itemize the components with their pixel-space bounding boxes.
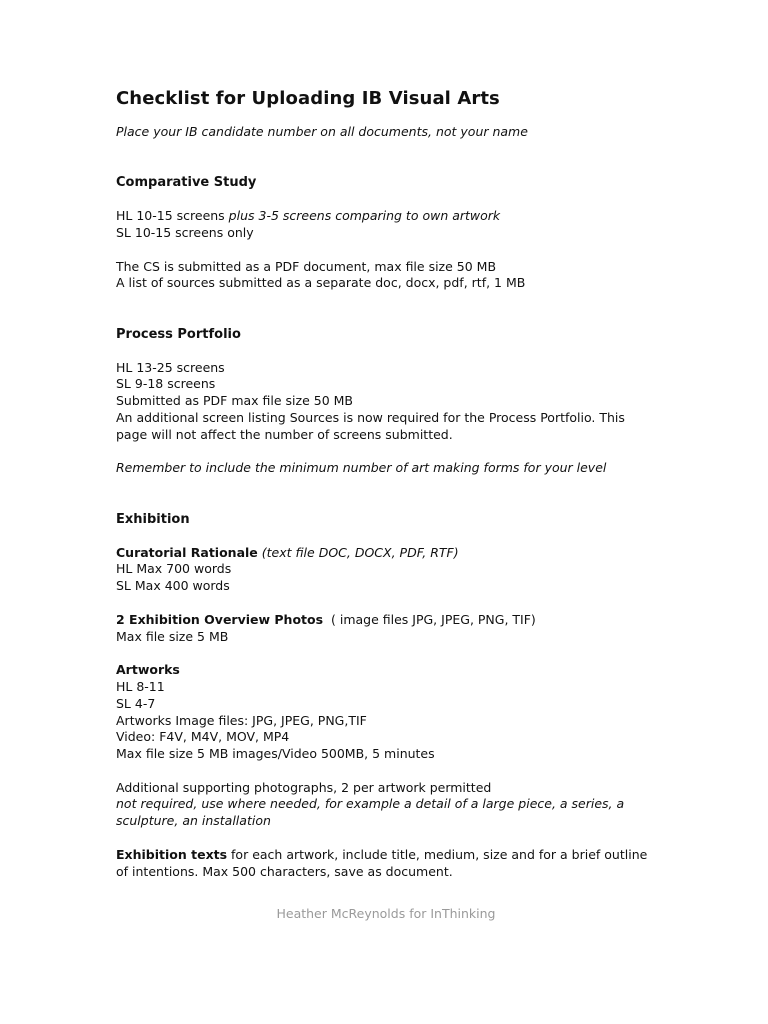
pp-additional-paragraph: An additional screen listing Sources is now required for the Process Portfolio. This page will not affect the number of screens submitted. — [116, 409, 625, 442]
rationale-note: (text file DOC, DOCX, PDF, RTF) — [257, 544, 459, 560]
supporting-line: Additional supporting photographs, 2 per artwork permitted — [116, 779, 492, 795]
photos-line — [116, 612, 656, 629]
artworks-video-line: Video: F4V, M4V, MOV, MP4 — [116, 729, 290, 745]
exhibition-texts-paragraph — [116, 847, 656, 881]
rationale-sl-line: SL Max 400 words — [116, 578, 230, 594]
rationale-hl-line: HL Max 700 words — [116, 561, 232, 577]
artworks-image-line: Artworks Image files: JPG, JPEG, PNG,TIF — [116, 712, 367, 728]
supporting-note: not required, use where needed, for example a detail of a large piece, a series, a sculpture, an installation — [116, 796, 625, 829]
texts-body: for each artwork, include title, medium, size and for a brief outline of intentions. Max 500 characters, save as document. — [116, 846, 648, 879]
cs-hl-text: HL 10-15 screens — [116, 208, 229, 224]
document-title: Checklist for Uploading IB Visual Arts — [116, 88, 500, 109]
photos-label: 2 Exhibition Overview Photos — [116, 611, 324, 627]
comparative-study-heading: Comparative Study — [116, 175, 257, 191]
artworks-sl-line: SL 4-7 — [116, 695, 156, 711]
texts-label: Exhibition texts — [116, 846, 228, 862]
cs-pdf-line: The CS is submitted as a PDF document, max file size 50 MB — [116, 258, 497, 274]
photos-note: ( image files JPG, JPEG, PNG, TIF) — [323, 611, 536, 627]
pp-remember-note: Remember to include the minimum number of art making forms for your level — [116, 460, 607, 476]
pp-submitted-line: Submitted as PDF max file size 50 MB — [116, 393, 353, 409]
cs-hl-line — [116, 208, 656, 225]
exhibition-heading: Exhibition — [116, 511, 190, 527]
cs-sl-line: SL 10-15 screens only — [116, 224, 254, 240]
pp-hl-line: HL 13-25 screens — [116, 359, 225, 375]
document-page — [116, 86, 656, 880]
artworks-hl-line: HL 8-11 — [116, 678, 165, 694]
artworks-label: Artworks — [116, 662, 180, 678]
rationale-line — [116, 545, 656, 562]
photos-size-line: Max file size 5 MB — [116, 628, 229, 644]
cs-sources-line: A list of sources submitted as a separate doc, docx, pdf, rtf, 1 MB — [116, 275, 526, 291]
footer-credit: Heather McReynolds for InThinking — [276, 906, 496, 921]
rationale-label: Curatorial Rationale — [116, 544, 258, 560]
cs-hl-italic: plus 3-5 screens comparing to own artwork — [228, 208, 501, 224]
intro-note: Place your IB candidate number on all documents, not your name — [116, 124, 528, 139]
artworks-size-line: Max file size 5 MB images/Video 500MB, 5 minutes — [116, 746, 435, 762]
process-portfolio-heading: Process Portfolio — [116, 326, 241, 342]
pp-sl-line: SL 9-18 screens — [116, 376, 216, 392]
